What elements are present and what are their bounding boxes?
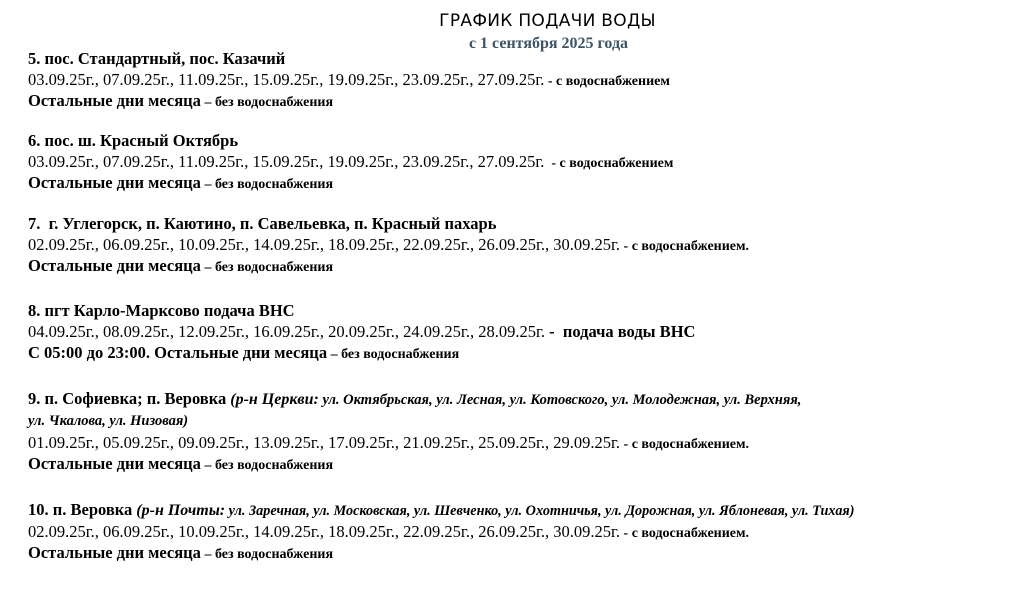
section-heading: 5. пос. Стандартный, пос. Казачий bbox=[28, 49, 286, 68]
heading-street-list: ул. Заречная, ул. Московская, ул. Шевченко, ул. Охотничья, ул. Дорожная, ул. Яблоневая, ул. Тихая) bbox=[225, 503, 855, 519]
section-heading-line bbox=[28, 387, 1023, 410]
dates-status: с водоснабжением bbox=[559, 156, 674, 171]
dates-separator: - bbox=[620, 239, 632, 254]
rest-status: без водоснабжения bbox=[341, 347, 460, 362]
section-heading: 8. пгт Карло-Марксово подача ВНС bbox=[28, 301, 295, 320]
rest-status: без водоснабжения bbox=[214, 458, 334, 473]
section-dates: 04.09.25г., 08.09.25г., 12.09.25г., 16.09.25г., 20.09.25г., 24.09.25г., 28.09.25г. bbox=[28, 322, 545, 341]
section-dates-line bbox=[28, 432, 1023, 453]
section-heading: 10. п. Веровка bbox=[28, 500, 133, 519]
rest-separator: – bbox=[327, 347, 342, 362]
section-rest-line bbox=[28, 542, 1023, 563]
section-dates: 01.09.25г., 05.09.25г., 09.09.25г., 13.09.25г., 17.09.25г., 21.09.25г., 25.09.25г., 29.09.25г. bbox=[28, 433, 621, 452]
rest-label: Остальные дни месяца bbox=[28, 91, 201, 110]
dates-separator: - bbox=[544, 322, 563, 341]
dates-status: с водоснабжением. bbox=[631, 526, 750, 541]
schedule-section-10 bbox=[28, 498, 1023, 563]
rest-status: без водоснабжения bbox=[214, 177, 334, 192]
rest-status: без водоснабжения bbox=[214, 547, 334, 562]
section-dates-line bbox=[28, 521, 1023, 542]
rest-separator: – bbox=[200, 547, 215, 562]
heading-area-label: (р-н Церкви: bbox=[226, 391, 319, 408]
rest-separator: – bbox=[200, 95, 215, 110]
schedule-section-6 bbox=[28, 130, 1023, 193]
page-title: ГРАФИК ПОДАЧИ ВОДЫ bbox=[439, 11, 656, 31]
heading-street-list: ул. Октябрьская, ул. Лесная, ул. Котовского, ул. Молодежная, ул. Верхняя, bbox=[318, 392, 802, 408]
section-heading: 7. г. Углегорск, п. Каютино, п. Савельевка, п. Красный пахарь bbox=[28, 214, 497, 233]
section-rest-line bbox=[28, 172, 1023, 193]
rest-status: без водоснабжения bbox=[214, 260, 334, 275]
section-rest-line bbox=[28, 90, 1023, 111]
section-rest-line bbox=[28, 342, 1023, 363]
dates-separator: - bbox=[544, 74, 557, 89]
schedule-section-9 bbox=[28, 387, 1023, 474]
section-dates: 03.09.25г., 07.09.25г., 11.09.25г., 15.09.25г., 19.09.25г., 23.09.25г., 27.09.25г. bbox=[28, 152, 545, 171]
section-dates-line bbox=[28, 234, 1023, 255]
section-dates-line bbox=[28, 321, 1023, 342]
rest-separator: – bbox=[200, 458, 215, 473]
dates-status: с водоснабжением. bbox=[631, 239, 750, 254]
section-rest-line bbox=[28, 453, 1023, 474]
dates-separator: - bbox=[544, 156, 560, 171]
section-dates: 02.09.25г., 06.09.25г., 10.09.25г., 14.09.25г., 18.09.25г., 22.09.25г., 26.09.25г., 30.09.25г. bbox=[28, 522, 621, 541]
rest-label: Остальные дни месяца bbox=[28, 543, 201, 562]
heading-area-label: (р-н Почты: bbox=[132, 502, 226, 519]
rest-label: Остальные дни месяца bbox=[28, 454, 201, 473]
rest-label: С 05:00 до 23:00. Остальные дни месяца bbox=[28, 343, 328, 362]
rest-label: Остальные дни месяца bbox=[28, 256, 201, 275]
section-dates: 03.09.25г., 07.09.25г., 11.09.25г., 15.09.25г., 19.09.25г., 23.09.25г., 27.09.25г. bbox=[28, 70, 545, 89]
section-dates-line bbox=[28, 69, 1023, 90]
schedule-section-8 bbox=[28, 300, 1023, 363]
heading-street-list-cont: ул. Чкалова, ул. Низовая) bbox=[28, 413, 189, 429]
rest-label: Остальные дни месяца bbox=[28, 173, 201, 192]
rest-status: без водоснабжения bbox=[214, 95, 334, 110]
section-dates-line bbox=[28, 151, 1023, 172]
dates-status: с водоснабжением. bbox=[631, 437, 750, 452]
rest-separator: – bbox=[200, 177, 215, 192]
schedule-section-5 bbox=[28, 48, 1023, 111]
dates-separator: - bbox=[620, 526, 632, 541]
dates-status: с водоснабжением bbox=[556, 74, 670, 89]
section-heading: 6. пос. ш. Красный Октябрь bbox=[28, 131, 239, 150]
section-rest-line bbox=[28, 255, 1023, 276]
schedule-section-7 bbox=[28, 213, 1023, 276]
rest-separator: – bbox=[200, 260, 215, 275]
section-heading: 9. п. Софиевка; п. Веровка bbox=[28, 389, 227, 408]
dates-separator: - bbox=[620, 437, 632, 452]
section-heading-line bbox=[28, 498, 1023, 521]
dates-status: подача воды ВНС bbox=[562, 322, 696, 341]
page-subtitle: с 1 сентября 2025 года bbox=[468, 35, 629, 52]
section-dates: 02.09.25г., 06.09.25г., 10.09.25г., 14.09.25г., 18.09.25г., 22.09.25г., 26.09.25г., 30.09.25г. bbox=[28, 235, 621, 254]
